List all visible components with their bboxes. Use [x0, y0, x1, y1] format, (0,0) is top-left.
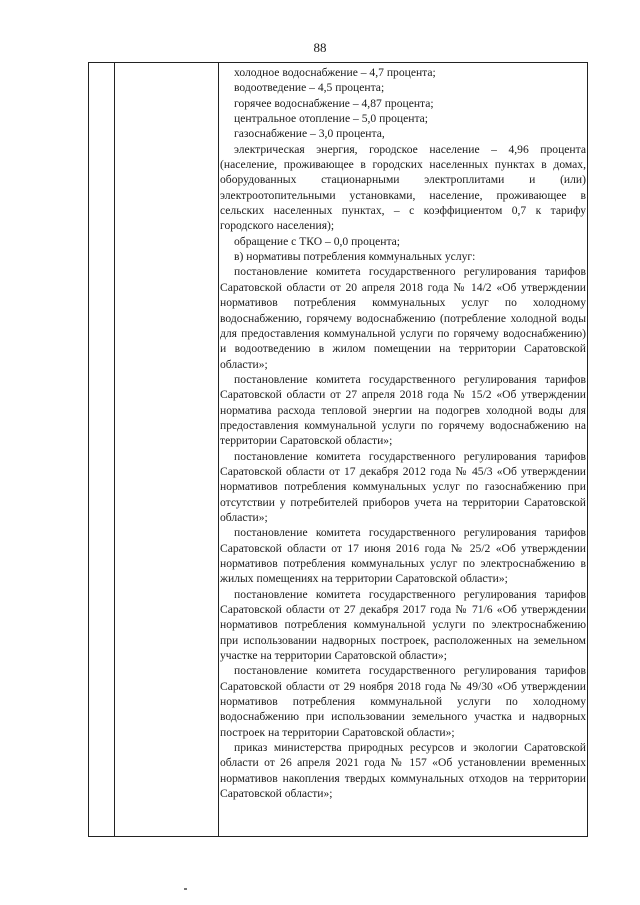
paragraph-resolution-49-30: постановление комитета государственного регулирования тарифов Саратовской области от 29 ноября 2018 года № 49/30 «Об утверждении нормативов потребления коммунальной услуги по холодному водоснабжению при использовании земельного участка и надворных построек на территории Саратовской области»;	[220, 664, 586, 739]
paragraph-hot-water: горячее водоснабжение – 4,87 процента;	[234, 96, 434, 110]
paragraph-resolution-45-3: постановление комитета государственного регулирования тарифов Саратовской области от 17 декабря 2012 года № 45/3 «Об утверждении нормативов потребления коммунальных услуг по газоснабжению при отсутствии у потребителей приборов учета на территории Саратовской области»;	[220, 449, 586, 524]
scan-artifact	[184, 888, 187, 890]
paragraph-resolution-25-2: постановление комитета государственного регулирования тарифов Саратовской области от 17 июня 2016 года № 25/2 «Об утверждении нормативов потребления коммунальных услуг по электроснабжению в жилых помещениях на территории Саратовской области»;	[220, 526, 586, 586]
paragraph-consumption-norms: в) нормативы потребления коммунальных услуг:	[234, 250, 476, 264]
paragraph-order-157: приказ министерства природных ресурсов и экологии Саратовской области от 26 апреля 2021 года № 157 «Об установлении временных нормативов накопления твердых коммунальных отходов на территории Саратовской области»;	[220, 741, 586, 801]
document-table	[88, 62, 588, 837]
paragraph-electricity: электрическая энергия, городское население – 4,96 процента (население, проживающее в городских населенных пунктах в домах, оборудованных стационарными электроплитами и (или) электроотопительными установками, население, проживающее в сельских населенных пунктах, – с коэффициентом 0,7 к тарифу городского населения);	[220, 142, 586, 233]
paragraph-solid-waste: обращение с ТКО – 0,0 процента;	[234, 234, 401, 248]
paragraph-resolution-71-6: постановление комитета государственного регулирования тарифов Саратовской области от 27 декабря 2017 года № 71/6 «Об утверждении нормативов потребления коммунальной услуги по электроснабжению при использовании надворных построек, расположенных на земельном участке на территории Саратовской области»;	[220, 587, 586, 663]
paragraph-central-heating: центральное отопление – 5,0 процента;	[234, 112, 429, 126]
paragraph-wastewater: водоотведение – 4,5 процента;	[234, 81, 385, 95]
paragraph-cold-water: холодное водоснабжение – 4,7 процента;	[234, 66, 436, 79]
paragraph-resolution-15-2: постановление комитета государственного регулирования тарифов Саратовской области от 27 апреля 2018 года № 15/2 «Об утверждении норматива расхода тепловой энергии на подогрев холодной воды для предоставления коммунальной услуги по горячему водоснабжению на территории Саратовской области»;	[220, 372, 586, 448]
page-number: 88	[313, 40, 327, 55]
text-cell	[220, 65, 586, 802]
column-divider-2	[218, 63, 219, 836]
column-divider-1	[114, 63, 115, 836]
paragraph-resolution-14-2: постановление комитета государственного регулирования тарифов Саратовской области от 20 апреля 2018 года № 14/2 «Об утверждении нормативов потребления коммунальных услуг по холодному водоснабжению, горячему водоснабжению (потребление холодной воды для предоставления коммунальной услуги по горячему водоснабжению) и водоотведению в жилом помещении на территории Саратовской области»;	[220, 265, 586, 371]
paragraph-gas-supply: газоснабжение – 3,0 процента,	[234, 127, 385, 141]
